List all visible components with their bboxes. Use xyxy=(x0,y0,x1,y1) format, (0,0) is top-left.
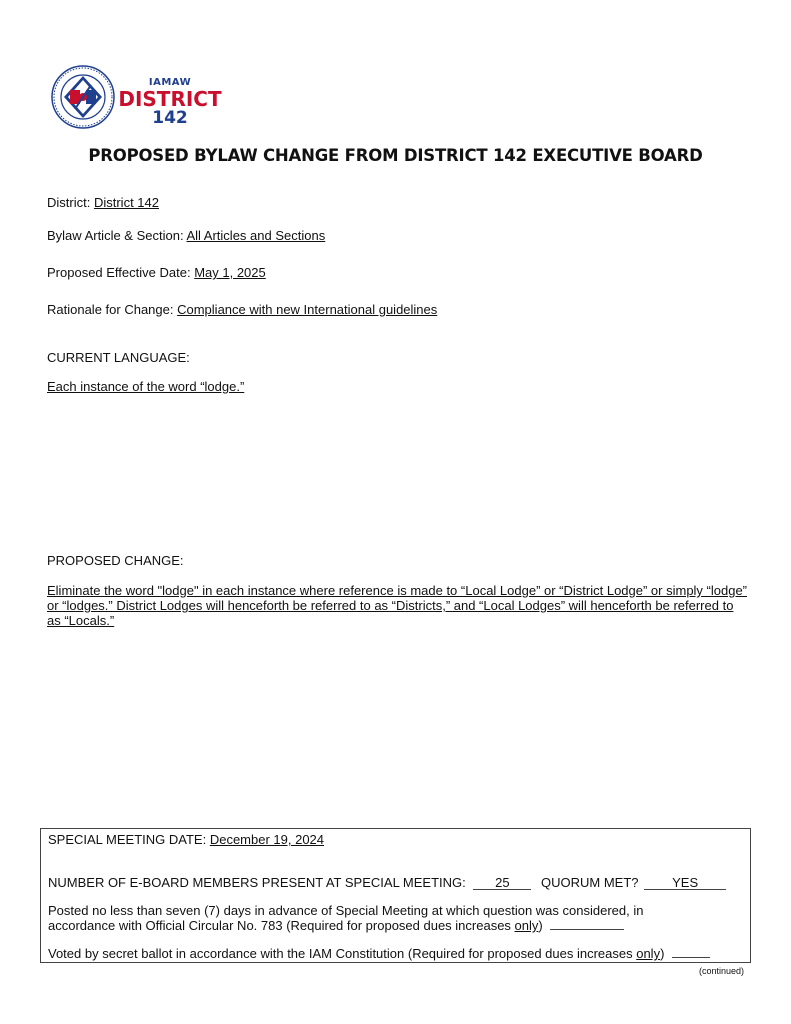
meeting-date-label: SPECIAL MEETING DATE: xyxy=(48,832,207,847)
logo-number-text: 142 xyxy=(152,108,188,128)
members-present-line xyxy=(48,875,726,890)
district-field xyxy=(47,195,159,211)
meeting-date-line xyxy=(48,832,324,847)
voted-blank xyxy=(672,957,710,958)
posted-only-text: only xyxy=(514,918,539,933)
article-value: All Articles and Sections xyxy=(186,228,326,243)
district-142-logo xyxy=(51,65,221,131)
continued-note: (continued) xyxy=(698,966,744,976)
logo-district-text: DISTRICT xyxy=(118,87,222,111)
posted-close-text: ) xyxy=(538,918,543,933)
members-present-value: 25 xyxy=(473,876,531,890)
voted-close-text: ) xyxy=(660,946,665,961)
rationale-label: Rationale for Change: xyxy=(47,302,174,317)
quorum-value: YES xyxy=(644,876,726,890)
article-field xyxy=(47,228,325,244)
voted-only-text: only xyxy=(636,946,661,961)
voted-line xyxy=(48,946,710,961)
posted-line-1: Posted no less than seven (7) days in advance of Special Meeting at which question was considered, in xyxy=(48,903,644,918)
rationale-field xyxy=(47,302,437,318)
posted-blank xyxy=(550,929,624,930)
quorum-label: QUORUM MET? xyxy=(541,875,639,890)
posted-line-2-text: accordance with Official Circular No. 783 (Required for proposed dues increases xyxy=(48,918,515,933)
proposed-change-text: Eliminate the word "lodge" in each instance where reference is made to “Local Lodge” or “District Lodge” or simply “lodge” or “lodges.” District Lodges will henceforth be referred to as “Districts,” and “Local Lodges” will henceforth be referred to as “Locals.” xyxy=(47,583,748,628)
effective-date-label: Proposed Effective Date: xyxy=(47,265,191,280)
meeting-date-value: December 19, 2024 xyxy=(209,832,325,847)
effective-date-value: May 1, 2025 xyxy=(194,265,266,280)
logo-iamaw-text: IAMAW xyxy=(148,77,192,88)
posted-line-2 xyxy=(48,918,624,933)
logo-wordmark xyxy=(115,77,225,127)
current-language-text: Each instance of the word “lodge.” xyxy=(47,379,245,394)
article-label: Bylaw Article & Section: xyxy=(47,228,184,243)
effective-date-field xyxy=(47,265,266,281)
district-label: District: xyxy=(47,195,91,210)
rationale-value: Compliance with new International guidelines xyxy=(177,302,438,317)
voted-text: Voted by secret ballot in accordance with the IAM Constitution (Required for proposed dues increases xyxy=(48,946,637,961)
document-title: PROPOSED BYLAW CHANGE FROM DISTRICT 142 EXECUTIVE BOARD xyxy=(88,146,703,165)
current-language-heading: CURRENT LANGUAGE: xyxy=(47,350,190,365)
members-present-label: NUMBER OF E-BOARD MEMBERS PRESENT AT SPECIAL MEETING: xyxy=(48,875,466,890)
proposed-change-heading: PROPOSED CHANGE: xyxy=(47,553,184,568)
district-value: District 142 xyxy=(93,195,159,210)
special-meeting-box xyxy=(40,828,751,963)
iam-seal-icon xyxy=(51,65,115,129)
